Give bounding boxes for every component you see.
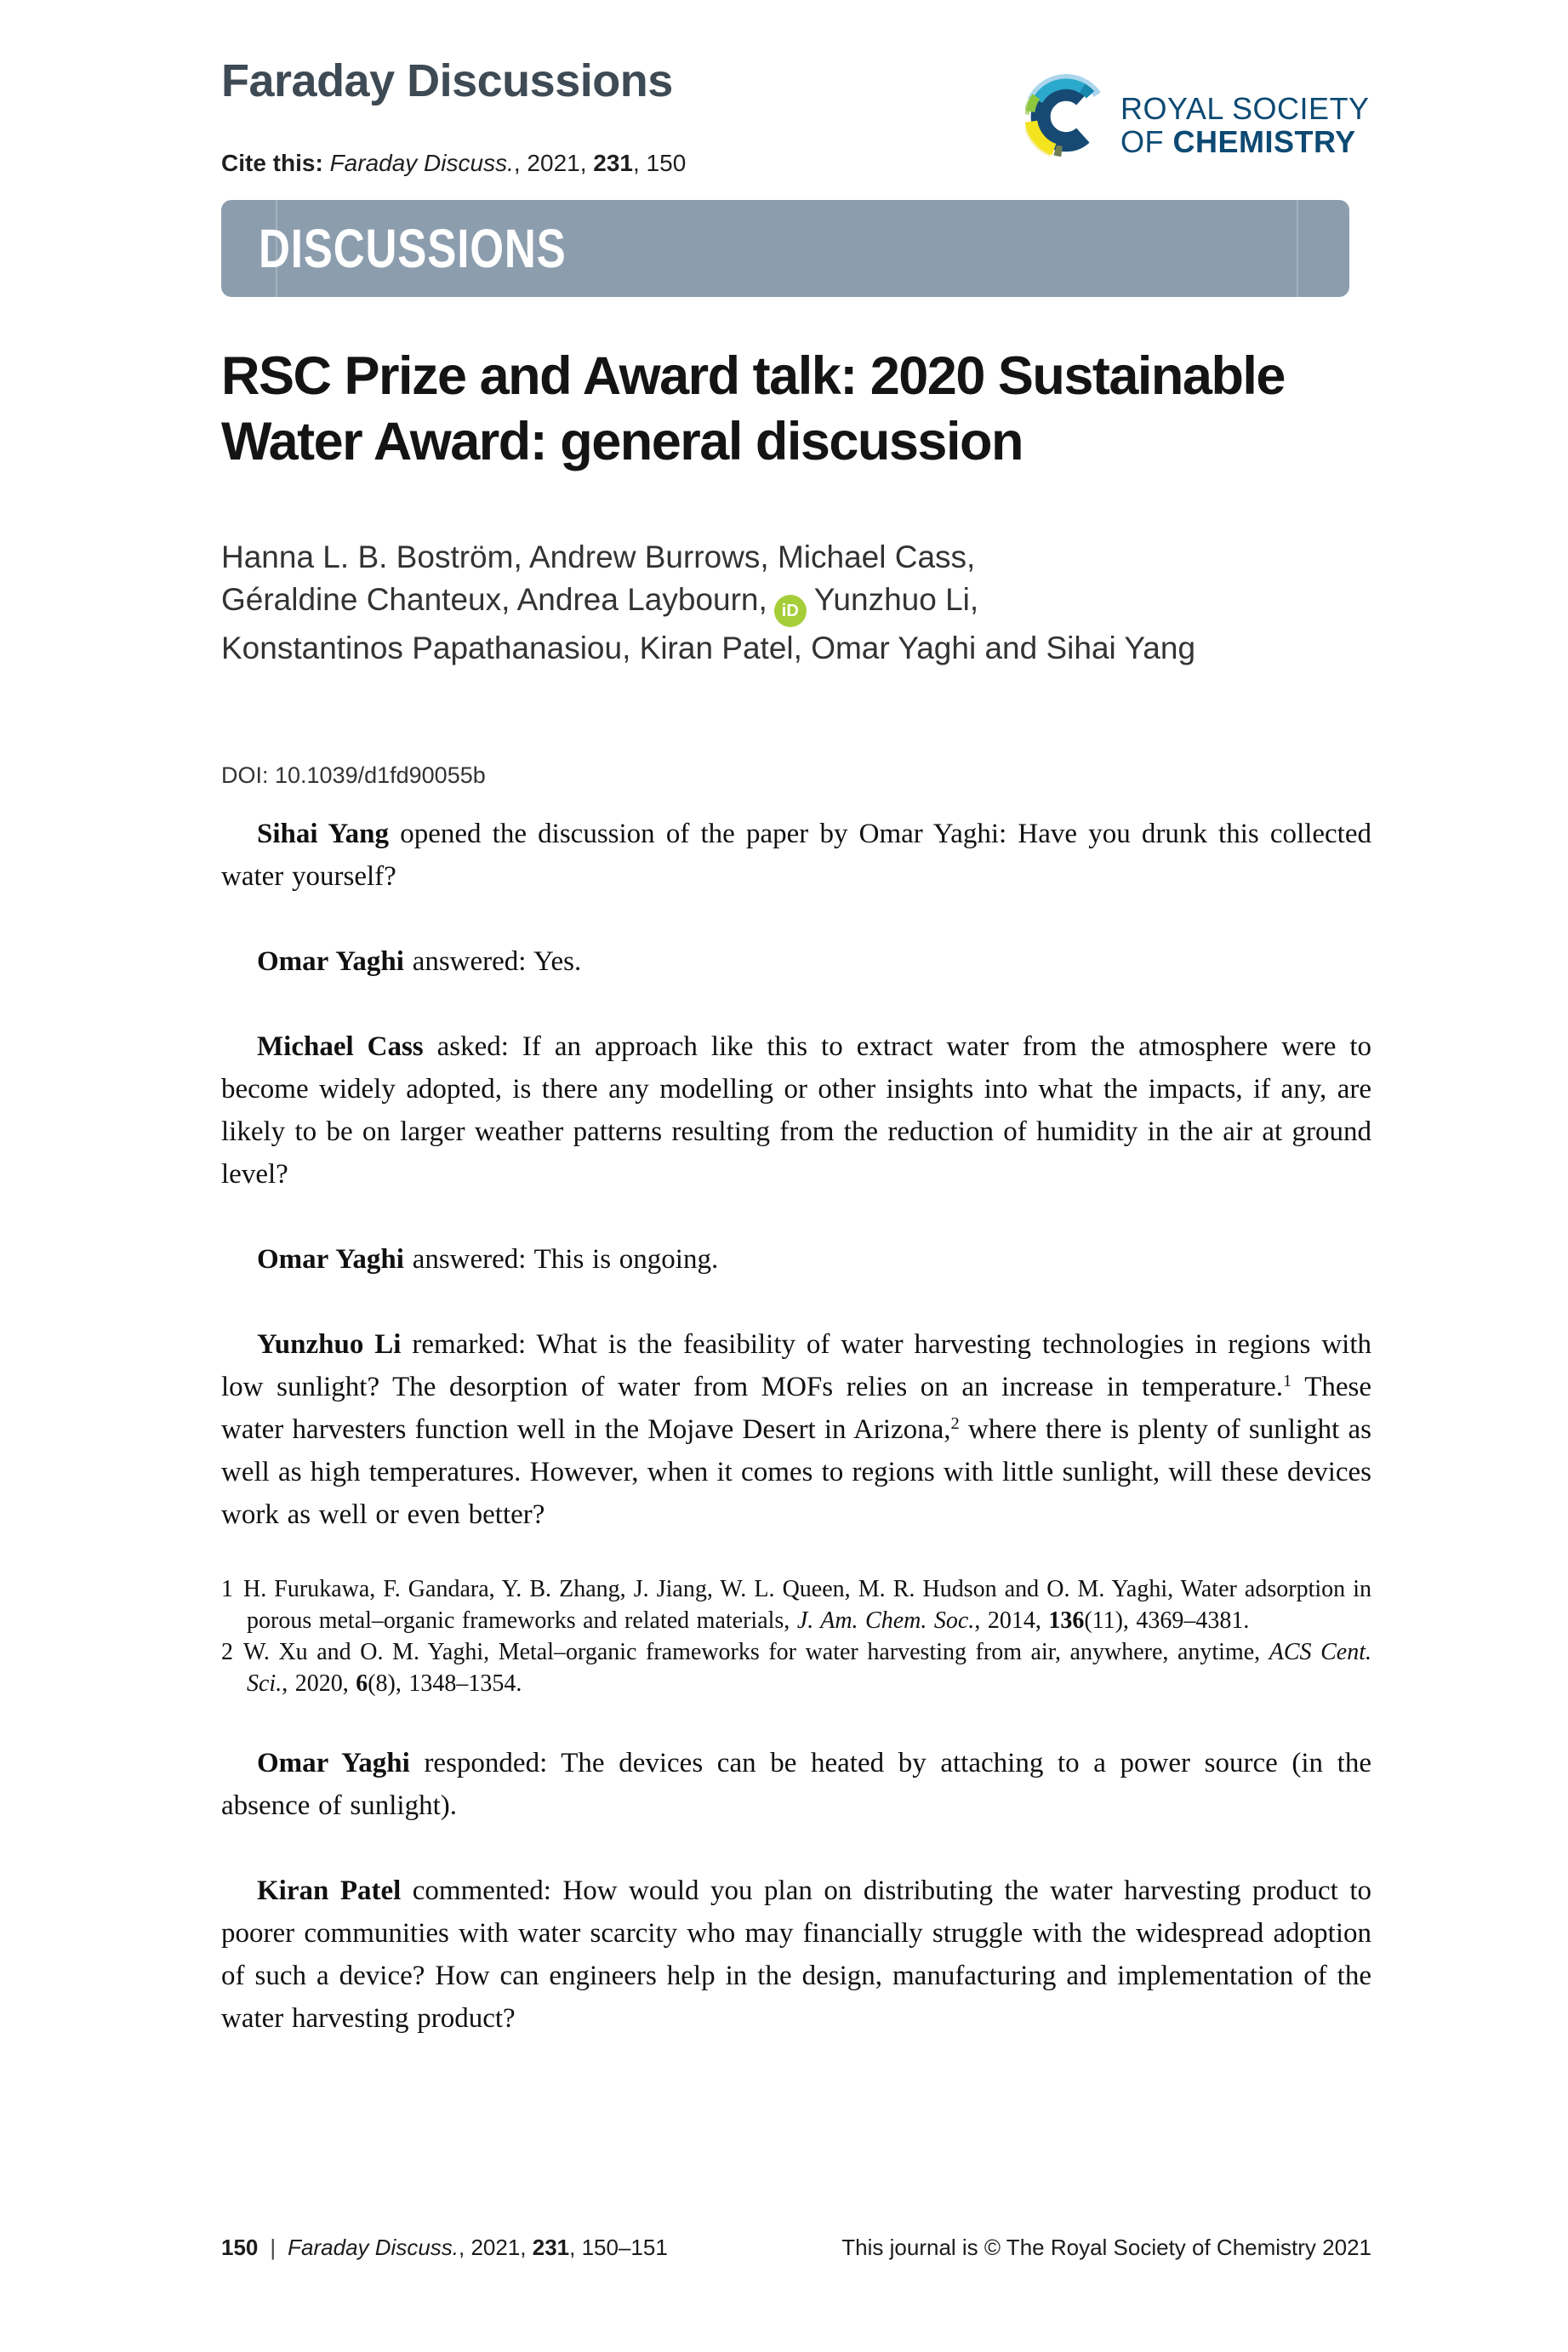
banner-fold-line bbox=[1297, 200, 1298, 297]
article-title bbox=[221, 344, 1371, 475]
footer-divider: | bbox=[270, 2235, 277, 2260]
footer-pages: , 150–151 bbox=[569, 2235, 668, 2260]
discussion-paragraph: Yunzhuo Li remarked: What is the feasibility of water harvesting technologies in regions with low sunlight? The desorption of water from MOFs relies on an increase in temperature.$^1$ These water harvesters function well in the Mojave Desert in Arizona,$^2$ where there is plenty of sunlight as well as high temperatures. However, when it comes to regions with little sunlight, will these devices work as well or even better? bbox=[221, 1329, 1371, 1530]
reference-text: H. Furukawa, F. Gandara, Y. B. Zhang, J. Jiang, W. L. Queen, M. R. Hudson and O. M. Yaghi, Water adsorption in porous metal–organic frameworks and related materials, J. Am. Chem. Soc., 2014, 136(11), 4369–4381. bbox=[243, 1576, 1371, 1634]
author-line: Hanna L. B. Boström, Andrew Burrows, Michael Cass, bbox=[221, 539, 976, 574]
cite-volume: 231 bbox=[593, 150, 633, 176]
reference-text: W. Xu and O. M. Yaghi, Metal–organic frameworks for water harvesting from air, anywhere, anytime, ACS Cent. Sci., 2020, 6(8), 1348–1354. bbox=[243, 1639, 1371, 1697]
footer-volume: 231 bbox=[532, 2235, 570, 2260]
journal-name: Faraday Discussions bbox=[221, 55, 673, 106]
cite-page: , 150 bbox=[632, 150, 687, 176]
footnote-references bbox=[221, 1573, 1371, 1699]
rsc-logo-line1: ROYAL SOCIETY bbox=[1120, 91, 1370, 126]
discussion-paragraph: Sihai Yang opened the discussion of the paper by Omar Yaghi: Have you drunk this collected water yourself? bbox=[221, 819, 1371, 892]
discussion-paragraph: Omar Yaghi answered: This is ongoing. bbox=[257, 1244, 719, 1275]
footer-journal: Faraday Discuss. bbox=[288, 2235, 459, 2260]
discussion-paragraph: Michael Cass asked: If an approach like this to extract water from the atmosphere were to become widely adopted, is there any modelling or other insights into what the impacts, if any, are likely to be on larger weather patterns resulting from the reduction of humidity in the air at ground level? bbox=[221, 1031, 1371, 1190]
doi-text: DOI: 10.1039/d1fd90055b bbox=[221, 762, 486, 788]
author-line: Géraldine Chanteux, Andrea Laybourn, iD Yunzhuo Li, bbox=[221, 579, 1371, 627]
section-banner bbox=[221, 200, 1349, 297]
rsc-logo-line2: OF CHEMISTRY bbox=[1120, 124, 1356, 159]
rsc-logo-text bbox=[1120, 92, 1370, 162]
author-list bbox=[221, 536, 1371, 670]
footer-copyright: This journal is © The Royal Society of Chemistry 2021 bbox=[841, 2235, 1371, 2260]
rsc-c-icon bbox=[1025, 71, 1107, 162]
discussion-paragraph: Omar Yaghi answered: Yes. bbox=[257, 946, 582, 977]
orcid-icon[interactable]: iD bbox=[774, 595, 807, 627]
cite-label: Cite this: bbox=[221, 150, 330, 176]
article-title-line2: Water Award: general discussion bbox=[221, 412, 1023, 471]
footer-citation: 150 | Faraday Discuss., 2021, 231, 150–151 bbox=[221, 2235, 668, 2260]
reference-number: 1 bbox=[221, 1576, 233, 1602]
page-footer bbox=[221, 2235, 1371, 2261]
cite-mid: , 2021, bbox=[513, 150, 594, 176]
reference-item bbox=[221, 1636, 1371, 1699]
rsc-logo bbox=[1025, 71, 1370, 162]
discussion-paragraph: Kiran Patel commented: How would you plan on distributing the water harvesting product to poorer communities with water scarcity who may financially struggle with the widespread adoption of such a device? How can engineers help in the design, manufacturing and implementation of the water harvesting product? bbox=[221, 1875, 1371, 2034]
reference-number: 2 bbox=[221, 1639, 233, 1665]
cite-journal: Faraday Discuss. bbox=[329, 150, 514, 176]
reference-item bbox=[221, 1573, 1371, 1636]
discussion-paragraph: Omar Yaghi responded: The devices can be heated by attaching to a power source (in the absence of sunlight). bbox=[221, 1748, 1371, 1821]
section-banner-label: DISCUSSIONS bbox=[259, 218, 567, 279]
citation-line bbox=[221, 150, 686, 177]
author-line: Konstantinos Papathanasiou, Kiran Patel, Omar Yaghi and Sihai Yang bbox=[221, 631, 1196, 665]
article-body bbox=[221, 813, 1371, 2082]
article-title-line1: RSC Prize and Award talk: 2020 Sustainable bbox=[221, 346, 1285, 406]
page-number: 150 bbox=[221, 2235, 259, 2260]
